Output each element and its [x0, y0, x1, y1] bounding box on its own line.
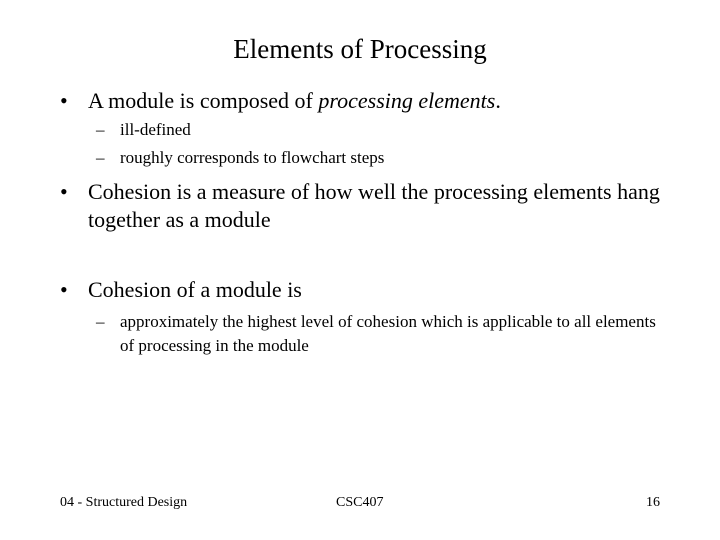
footer-page-number: 16	[646, 495, 660, 510]
sub-bullet-1-1	[96, 118, 660, 142]
bullet-1	[60, 87, 668, 115]
bullet-marker: •	[60, 88, 68, 113]
bullet-marker: •	[60, 179, 68, 204]
bullet-text: Cohesion of a module is	[88, 277, 302, 302]
sub-bullet-1-2	[96, 146, 660, 170]
slide-title: Elements of Processing	[233, 34, 487, 64]
bullet-text-plain: A module is composed of	[88, 88, 319, 113]
dash-marker: –	[96, 148, 105, 167]
sub-bullet-3-1	[96, 310, 660, 358]
bullet-3	[60, 276, 668, 304]
dash-marker: –	[96, 312, 105, 331]
sub-bullet-text: roughly corresponds to flowchart steps	[120, 148, 385, 167]
sub-bullet-text: ill-defined	[120, 120, 191, 139]
bullet-2	[60, 178, 668, 234]
bullet-text-tail: .	[495, 88, 501, 113]
bullet-text	[88, 87, 668, 115]
bullet-text-emphasis: processing elements	[318, 88, 496, 113]
footer-course-section: 04 - Structured Design	[60, 495, 188, 510]
bullet-text: Cohesion is a measure of how well the processing elements hang together as a module	[88, 179, 660, 232]
footer-course-code: CSC407	[336, 495, 384, 510]
bullet-marker: •	[60, 277, 68, 302]
sub-bullet-text: approximately the highest level of cohesion which is applicable to all elements of processing in the module	[120, 312, 656, 355]
dash-marker: –	[96, 120, 105, 139]
